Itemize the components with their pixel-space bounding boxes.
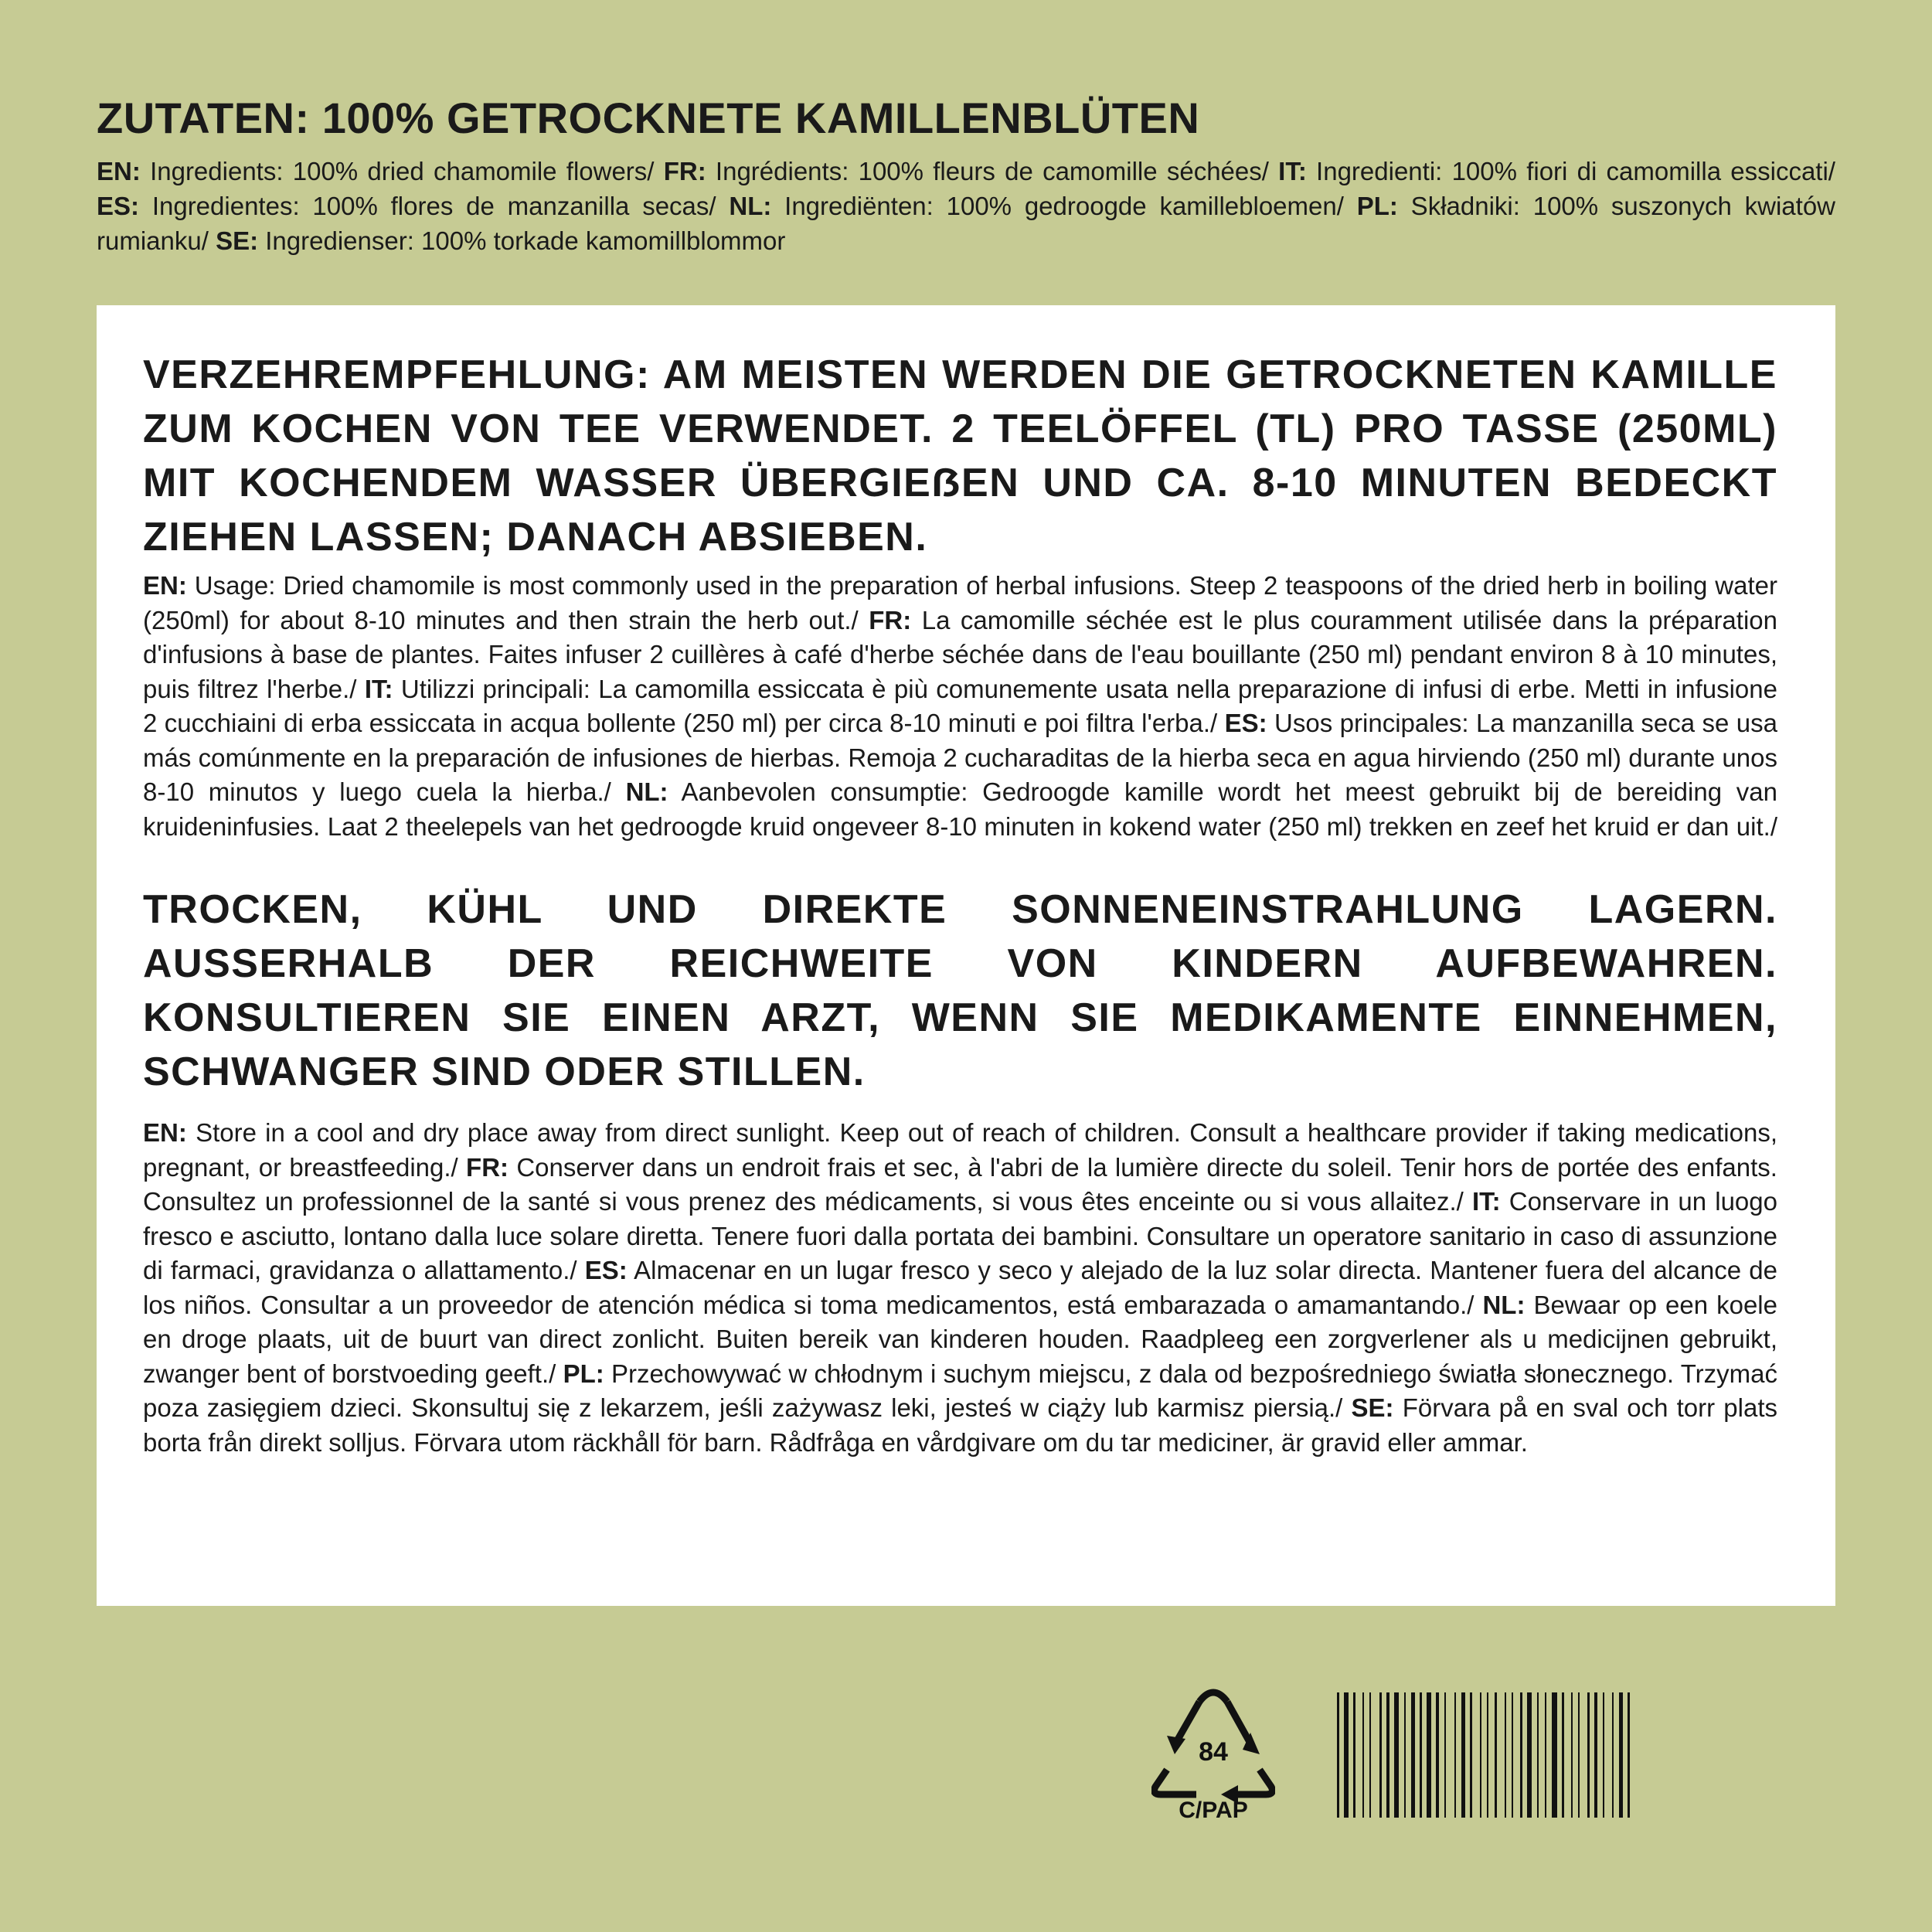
lang-code: FR: <box>466 1152 509 1182</box>
barcode-bar <box>1552 1692 1557 1818</box>
storage-pl: Przechowywać w chłodnym i suchym miejscu, z dala od bezpośredniego światła słonecznego. Trzymać poza zasięgiem dzieci. Skonsultuj się z lekarzem, jeśli zażywasz leki, jesteś w ciąży lub karmisz piersią./ <box>143 1359 1777 1422</box>
lang-code: ES: <box>97 192 140 220</box>
ingredients-text <box>97 154 1835 258</box>
barcode-bar <box>1578 1692 1580 1818</box>
lang-code: ES: <box>1224 709 1267 737</box>
barcode-bar <box>1386 1692 1389 1818</box>
lang-code: IT: <box>364 674 393 703</box>
recycling-number: 84 <box>1199 1737 1228 1767</box>
lang-code: SE: <box>216 226 259 255</box>
ingredients-section <box>97 93 1835 258</box>
barcode-bar <box>1454 1692 1456 1818</box>
storage-nl: Bewaar op een koele en droge plaats, uit de buurt van direct zonlicht. Buiten bereik van kinderen houden. Raadpleeg een zorgverlener als u medicijnen gebruikt, zwanger bent of borstvoeding geeft./ <box>143 1290 1777 1388</box>
lang-code: FR: <box>663 157 706 185</box>
barcode-bar <box>1404 1692 1406 1818</box>
lang-code: FR: <box>869 605 912 634</box>
ingredients-it: Ingredienti: 100% fiori di camomilla essiccati/ <box>1306 157 1835 185</box>
barcode-bar <box>1619 1692 1623 1818</box>
storage-text <box>143 1116 1777 1460</box>
usage-nl: Aanbevolen consumptie: Gedroogde kamille wordt het meest gebruikt bij de bereiding van kruideninfusies. Laat 2 theelepels van het gedroogde kruid ongeveer 8-10 minuten in kokend water (250 ml) trekken en zeef het kruid er dan uit./ <box>143 777 1777 841</box>
lang-code: ES: <box>584 1256 628 1284</box>
barcode-bar <box>1480 1692 1481 1818</box>
barcode-bar <box>1461 1692 1465 1818</box>
barcode-bar <box>1527 1692 1532 1818</box>
lang-code: NL: <box>625 777 668 806</box>
barcode-bar <box>1537 1692 1539 1818</box>
ingredients-pl: Składniki: 100% suszonych kwiatów rumianku/ <box>97 192 1836 255</box>
barcode-bar <box>1520 1692 1522 1818</box>
barcode-bar <box>1353 1692 1355 1818</box>
barcode-bar <box>1344 1692 1349 1818</box>
barcode-bar <box>1411 1692 1415 1818</box>
barcode-bar <box>1562 1692 1564 1818</box>
lang-code: EN: <box>97 157 141 185</box>
barcode-bar <box>1495 1692 1497 1818</box>
ingredients-en: Ingredients: 100% dried chamomile flowers/ <box>140 157 664 185</box>
lang-code: PL: <box>563 1359 604 1388</box>
storage-en: Store in a cool and dry place away from direct sunlight. Keep out of reach of children. Consult a healthcare provider if taking medications, pregnant, or breastfeeding./ <box>143 1118 1777 1182</box>
barcode-bar <box>1587 1692 1590 1818</box>
ingredients-title: ZUTATEN: 100% GETROCKNETE KAMILLENBLÜTEN <box>97 94 1200 142</box>
storage-it: Conservare in un luogo fresco e asciutto, lontano dalla luce solare diretta. Tenere fuori dalla portata dei bambini. Consultare un operatore sanitario in caso di assunzione di farmaci, gravidanza o allattamento./ <box>143 1187 1777 1284</box>
barcode-bar <box>1612 1692 1614 1818</box>
storage-es: Almacenar en un lugar fresco y seco y alejado de la luz solar directa. Mantener fuera del alcance de los niños. Consultar a un proveedor de atención médica si toma medicamentos, está embarazada o amamantando./ <box>143 1256 1777 1319</box>
lang-code: PL: <box>1356 192 1398 220</box>
barcode-bar <box>1369 1692 1371 1818</box>
barcode-bar <box>1427 1692 1431 1818</box>
lang-code: IT: <box>1471 1187 1501 1216</box>
storage-heading: TROCKEN, KÜHL UND DIREKTE SONNENEINSTRAHLUNG LAGERN. AUSSERHALB DER REICHWEITE VON KINDERN AUFBEWAHREN. KONSULTIEREN SIE EINEN ARZT, WENN SIE MEDIKAMENTE EINNEHMEN, SCHWANGER SIND ODER STILLEN. <box>143 887 1777 1094</box>
usage-en: Usage: Dried chamomile is most commonly used in the preparation of herbal infusions. Steep 2 teaspoons of the dried herb in boiling water (250ml) for about 8-10 minutes and then strain the herb out./ <box>143 571 1777 634</box>
barcode-bar <box>1571 1692 1573 1818</box>
lang-code: SE: <box>1351 1393 1394 1422</box>
recycling-code: C/PAP <box>1179 1798 1248 1820</box>
barcode-bar <box>1628 1692 1630 1818</box>
barcode-bar <box>1436 1692 1439 1818</box>
barcode-icon <box>1337 1692 1838 1818</box>
lang-code: NL: <box>729 192 772 220</box>
recycling-triangle-icon <box>1151 1685 1275 1820</box>
barcode-bar <box>1487 1692 1488 1818</box>
barcode-bar <box>1505 1692 1506 1818</box>
barcode-bar <box>1420 1692 1422 1818</box>
barcode-bar <box>1444 1692 1446 1818</box>
lang-code: EN: <box>143 571 187 600</box>
storage-fr: Conserver dans un endroit frais et sec, à l'abri de la lumière directe du soleil. Tenir hors de portée des enfants. Consultez un professionnel de la santé si vous prenez des médicaments, si vous êtes enceinte ou si vous allaitez./ <box>143 1152 1777 1216</box>
barcode-bar <box>1470 1692 1472 1818</box>
barcode-bar <box>1337 1692 1339 1818</box>
usage-heading: VERZEHREMPFEHLUNG: AM MEISTEN WERDEN DIE GETROCKNETEN KAMILLE ZUM KOCHEN VON TEE VERWENDET. 2 TEELÖFFEL (TL) PRO TASSE (250ML) MIT KOCHENDEM WASSER ÜBERGIEẞEN UND CA. 8-10 MINUTEN BEDECKT ZIEHEN LASSEN; DANACH ABSIEBEN. <box>143 352 1777 560</box>
ingredients-se: Ingredienser: 100% torkade kamomillblommor <box>258 226 786 255</box>
barcode-bar <box>1545 1692 1546 1818</box>
ingredients-nl: Ingrediënten: 100% gedroogde kamillebloemen/ <box>771 192 1357 220</box>
usage-text <box>143 569 1777 844</box>
barcode-bar <box>1394 1692 1399 1818</box>
info-panel <box>97 305 1835 1606</box>
barcode-bar <box>1512 1692 1513 1818</box>
barcode-bar <box>1603 1692 1604 1818</box>
lang-code: EN: <box>143 1118 187 1147</box>
ingredients-es: Ingredientes: 100% flores de manzanilla secas/ <box>139 192 730 220</box>
lang-code: NL: <box>1482 1290 1526 1319</box>
usage-es: Usos principales: La manzanilla seca se usa más comúnmente en la preparación de infusiones de hierbas. Remoja 2 cucharaditas de la hierba seca en agua hirviendo (250 ml) durante unos 8-10 minutos y luego cuela la hierba./ <box>143 709 1777 806</box>
storage-se: Förvara på en sval och torr plats borta från direkt solljus. Förvara utom räckhåll för barn. Rådfråga en vårdgivare om du tar mediciner, är gravid eller ammar. <box>143 1393 1777 1457</box>
lang-code: IT: <box>1278 157 1307 185</box>
usage-fr: La camomille séchée est le plus couramment utilisée dans la préparation d'infusions à base de plantes. Faites infuser 2 cuillères à café d'herbe séchée dans de l'eau bouillante (250 ml) pendant environ 8 à 10 minutes, puis filtrez l'herbe./ <box>143 605 1777 703</box>
barcode-bar <box>1594 1692 1597 1818</box>
barcode-bar <box>1379 1692 1382 1818</box>
barcode-bar <box>1362 1692 1364 1818</box>
usage-it: Utilizzi principali: La camomilla essiccata è più comunemente usata nella preparazione di infusi di erbe. Metti in infusione 2 cucchiaini di erba essiccata in acqua bollente (250 ml) per circa 8-10 minuti e poi filtra l'erba./ <box>143 674 1777 737</box>
ingredients-fr: Ingrédients: 100% fleurs de camomille séchées/ <box>706 157 1279 185</box>
